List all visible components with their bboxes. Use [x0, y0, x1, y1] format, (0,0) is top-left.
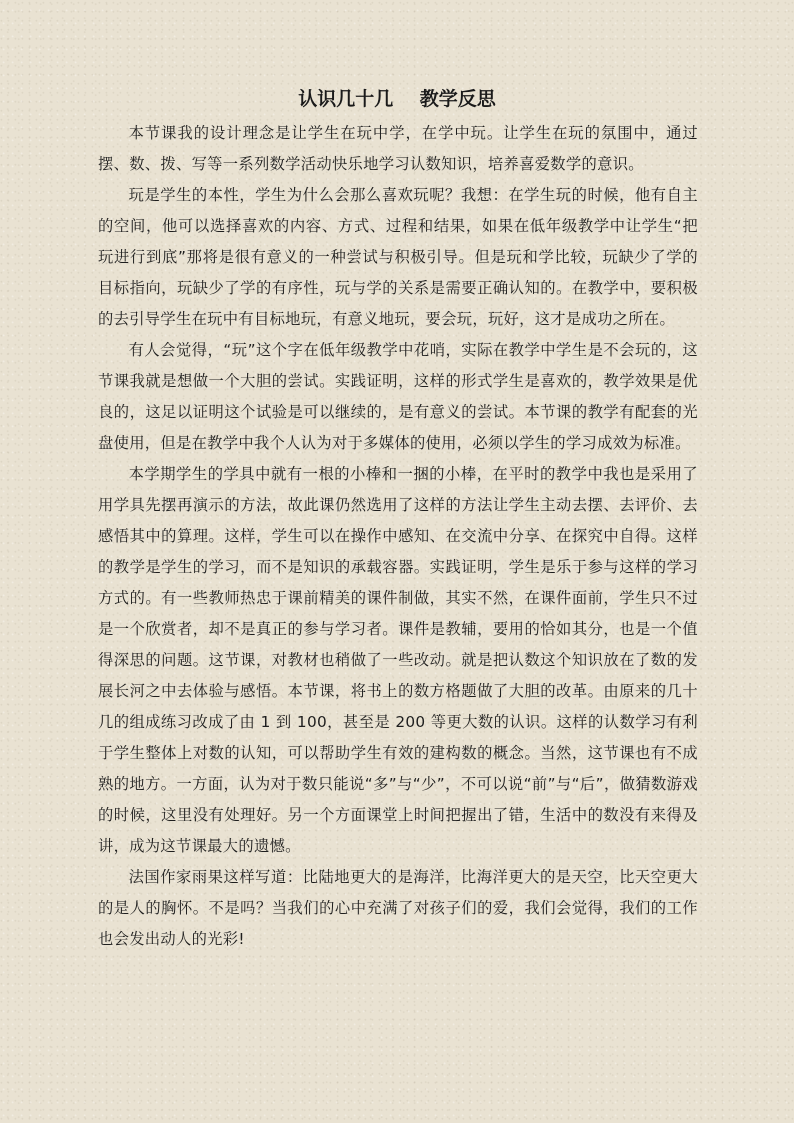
document-title: 认识几十几 教学反思: [298, 88, 496, 110]
paragraph-design-concept: 本节课我的设计理念是让学生在玩中学，在学中玩。让学生在玩的氛围中，通过摆、数、拨、写等一系列数学活动快乐地学习认数知识，培养喜爱数学的意识。: [98, 124, 698, 173]
paragraph-teaching-tools: 本学期学生的学具中就有一根的小棒和一捆的小棒，在平时的教学中我也是采用了用学具先摆再演示的方法，故此课仍然选用了这样的方法让学生主动去摆、去评价、去感悟其中的算理。这样，学生可以在操作中感知、在交流中分享、在探究中自得。这样的教学是学生的学习，而不是知识的承载容器。实践证明，学生是乐于参与这样的学习方式的。有一些教师热忠于课前精美的课件制做，其实不然，在课件面前，学生只不过是一个欣赏者，却不是真正的参与学习者。课件是教辅，要用的恰如其分，也是一个值得深思的问题。这节课，对教材也稍做了一些改动。就是把认数这个知识放在了数的发展长河之中去体验与感悟。本节课，将书上的数方格题做了大胆的改革。由原来的几十几的组成练习改成了由 1 到 100，甚至是 200 等更大数的认识。这样的认数学习有利于学生整体上对数的认知，可以帮助学生有效的建构数的概念。当然，这节课也有不成熟的地方。一方面，认为对于数只能说“多”与“少”，不可以说“前”与“后”，做猜数游戏的时候，这里没有处理好。另一个方面课堂上时间把握出了错，生活中的数没有来得及讲，成为这节课最大的遗憾。: [98, 465, 698, 855]
paragraph-play-nature: 玩是学生的本性，学生为什么会那么喜欢玩呢？我想：在学生玩的时候，他有自主的空间，他可以选择喜欢的内容、方式、过程和结果，如果在低年级教学中让学生“把玩进行到底”那将是很有意义的一种尝试与积极引导。但是玩和学比较，玩缺少了学的目标指向，玩缺少了学的有序性，玩与学的关系是需要正确认知的。在教学中，要积极的去引导学生在玩中有目标地玩，有意义地玩，要会玩，玩好，这才是成功之所在。: [98, 186, 698, 328]
paragraph-hugo-quote: 法国作家雨果这样写道：比陆地更大的是海洋，比海洋更大的是天空，比天空更大的是人的胸怀。不是吗？当我们的心中充满了对孩子们的爱，我们会觉得，我们的工作也会发出动人的光彩!: [98, 868, 698, 948]
document-body: [98, 118, 698, 955]
paragraph-bold-attempt: 有人会觉得，“玩”这个字在低年级教学中花哨，实际在教学中学生是不会玩的，这节课我就是想做一个大胆的尝试。实践证明，这样的形式学生是喜欢的，教学效果是优良的，这足以证明这个试验是可以继续的，是有意义的尝试。本节课的教学有配套的光盘使用，但是在教学中我个人认为对于多媒体的使用，必须以学生的学习成效为标准。: [98, 341, 698, 452]
